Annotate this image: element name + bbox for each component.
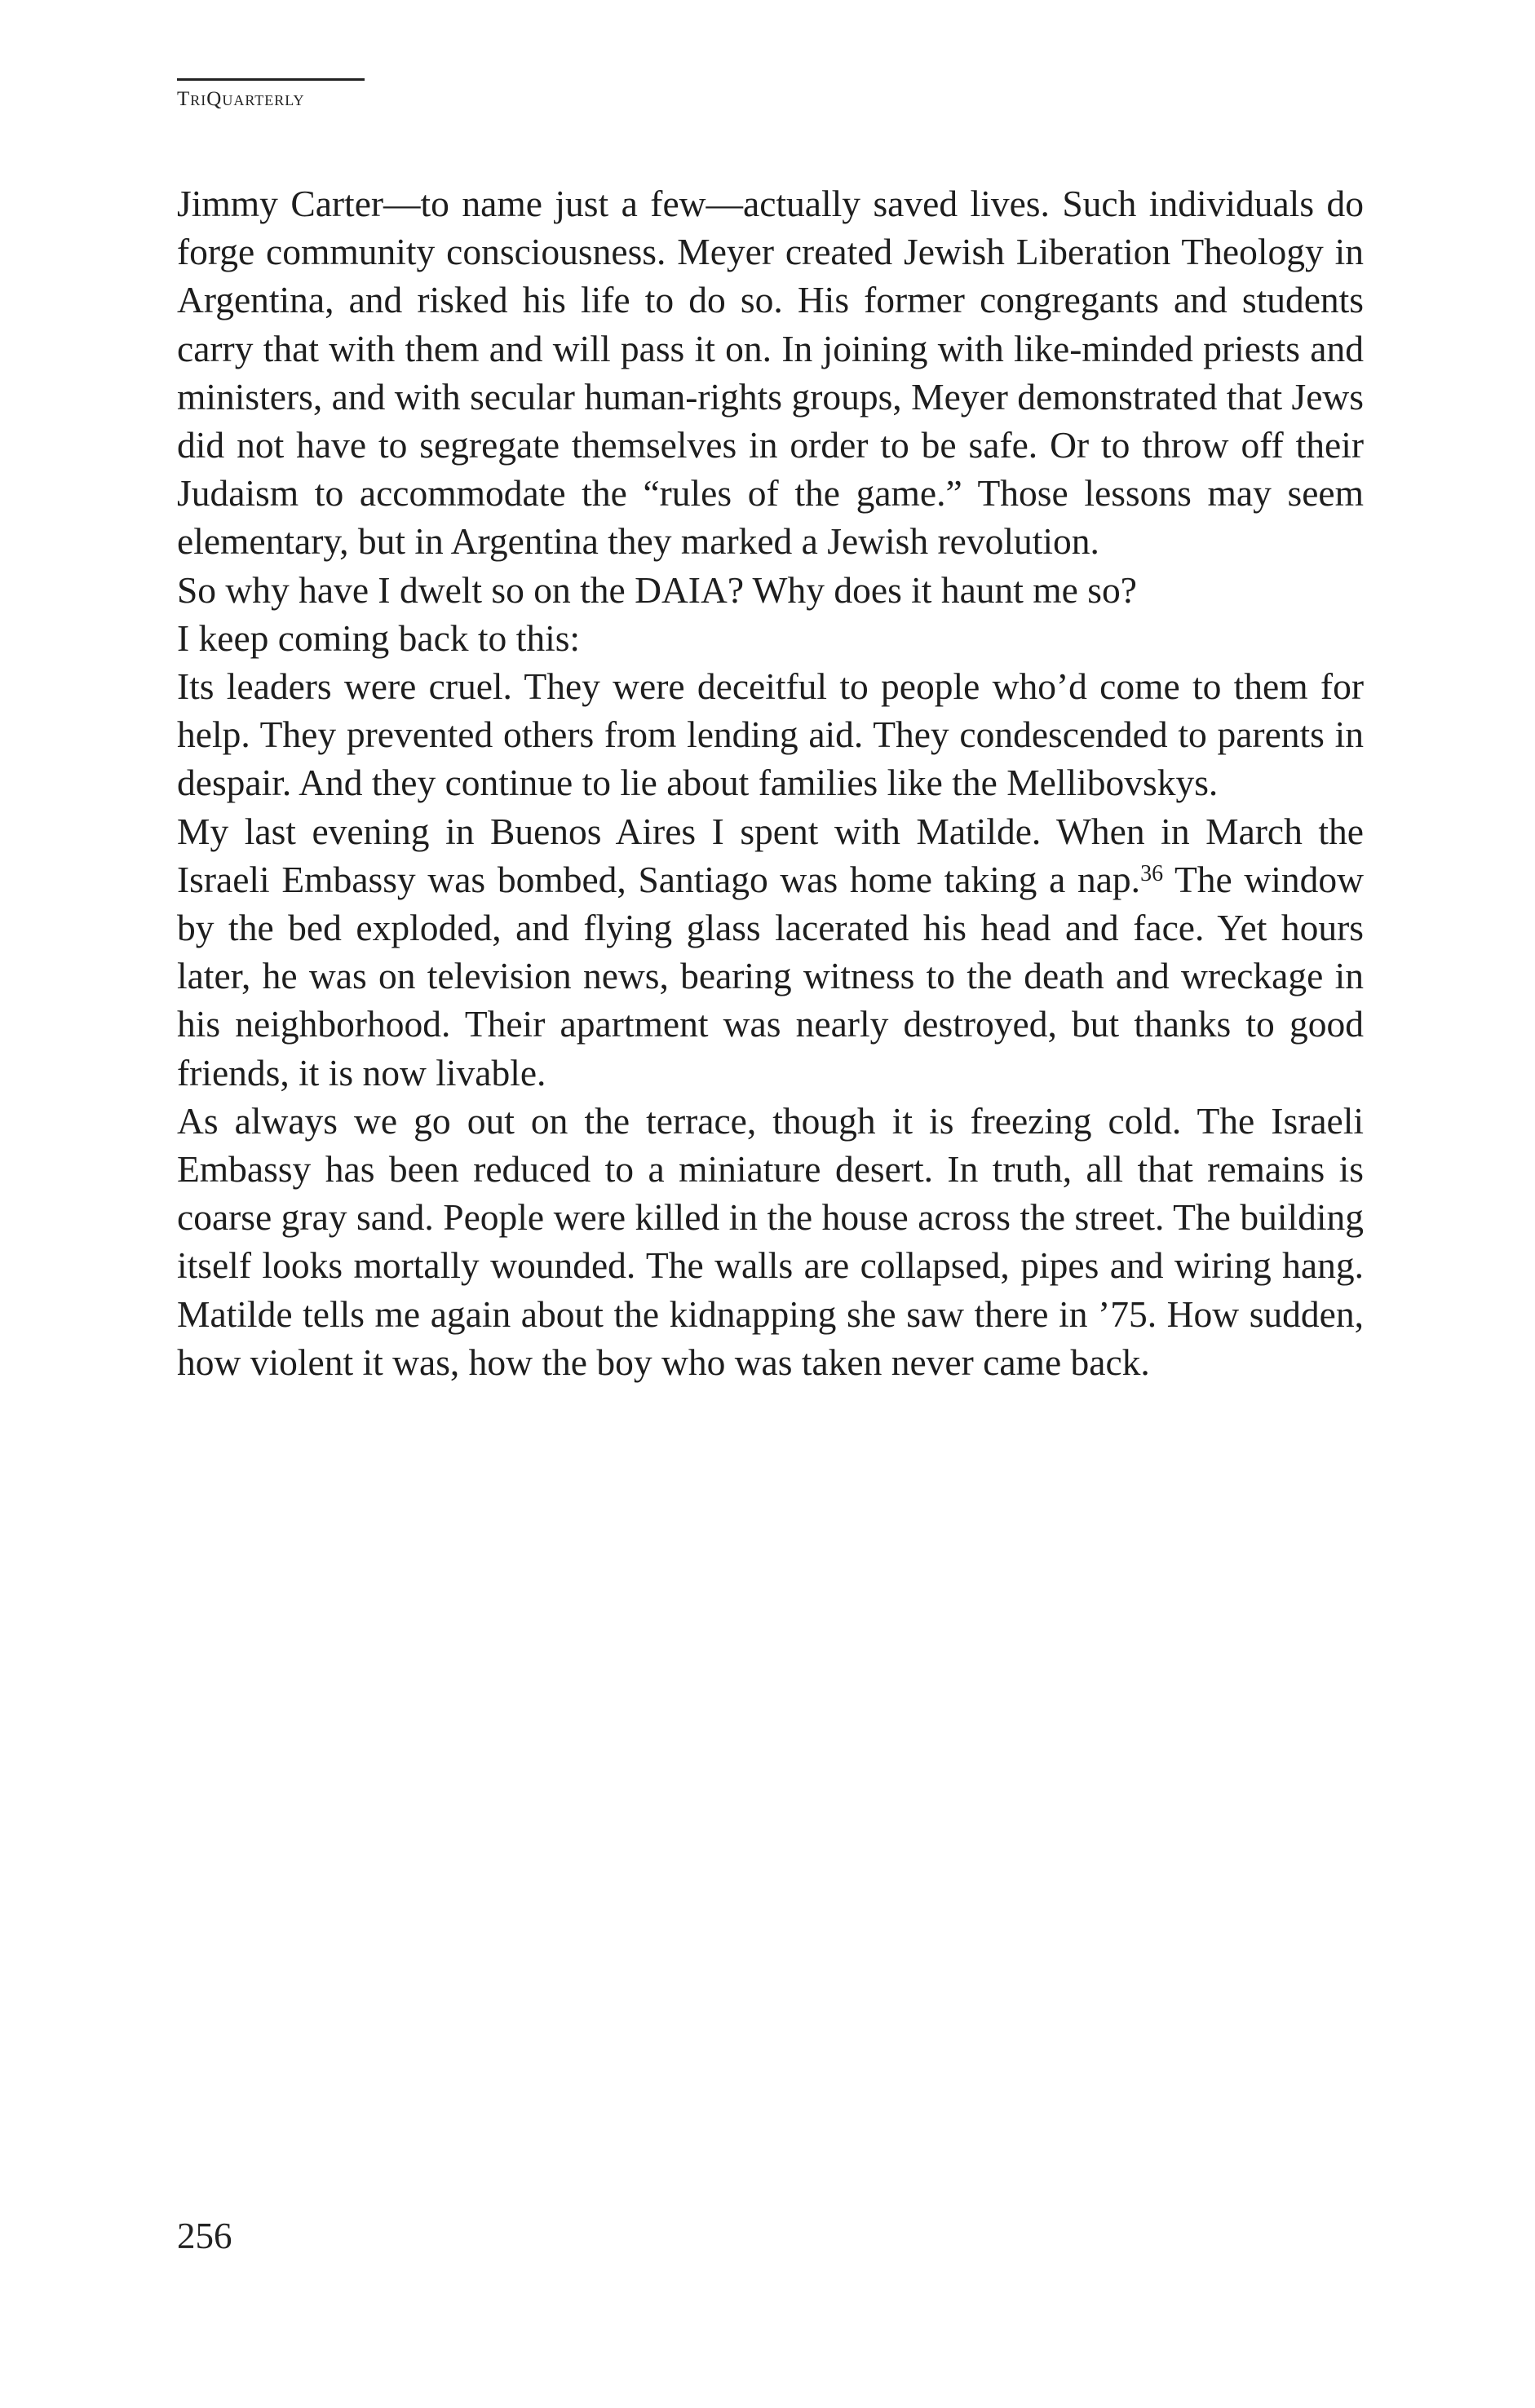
- running-head-title: TriQuarterly: [177, 88, 305, 110]
- paragraph-2: So why have I dwelt so on the DAIA? Why does it haunt me so?: [177, 568, 1137, 611]
- paragraph-4: Its leaders were cruel. They were deceitful to people who’d come to them for help. They prevented others from lending aid. They condescended to parents in despair. And they continue to lie about families like the Mellibovskys.: [177, 665, 1364, 804]
- footnote-marker-36: 36: [1140, 860, 1164, 886]
- paragraph-5-start: My last evening in Buenos Aires I spent with Matilde. When in March the Israeli Embassy was bombed, Santiago was home taking a nap.: [177, 810, 1364, 900]
- body-text: [177, 179, 1364, 1386]
- page-number: 256: [177, 2216, 232, 2256]
- paragraph-5: [177, 807, 1364, 1097]
- paragraph-1: Jimmy Carter—to name just a few—actually saved lives. Such individuals do forge community consciousness. Meyer created Jewish Liberation Theology in Argentina, and risked his life to do so. His former congregants and students carry that with them and will pass it on. In joining with like-minded priests and ministers, and with secular human-rights groups, Meyer demonstrated that Jews did not have to segregate themselves in order to be safe. Or to throw off their Judaism to accommodate the “rules of the game.” Those lessons may seem elementary, but in Argentina they marked a Jewish revolution.: [177, 183, 1364, 563]
- running-head: [177, 78, 365, 109]
- paragraph-5-end: The window by the bed exploded, and flying glass lacerated his head and face. Yet hours later, he was on television news, bearing witness to the death and wreckage in his neighborhood. Their apartment was nearly destroyed, but thanks to good friends, it is now livable.: [177, 858, 1364, 1094]
- paragraph-3: I keep coming back to this:: [177, 616, 581, 659]
- paragraph-6: As always we go out on the terrace, though it is freezing cold. The Israeli Embassy has been reduced to a miniature desert. In truth, all that remains is coarse gray sand. People were killed in the house across the street. The building itself looks mortally wounded. The walls are collapsed, pipes and wiring hang. Matilde tells me again about the kidnapping she saw there in ’75. How sudden, how violent it was, how the boy who was taken never came back.: [177, 1099, 1364, 1383]
